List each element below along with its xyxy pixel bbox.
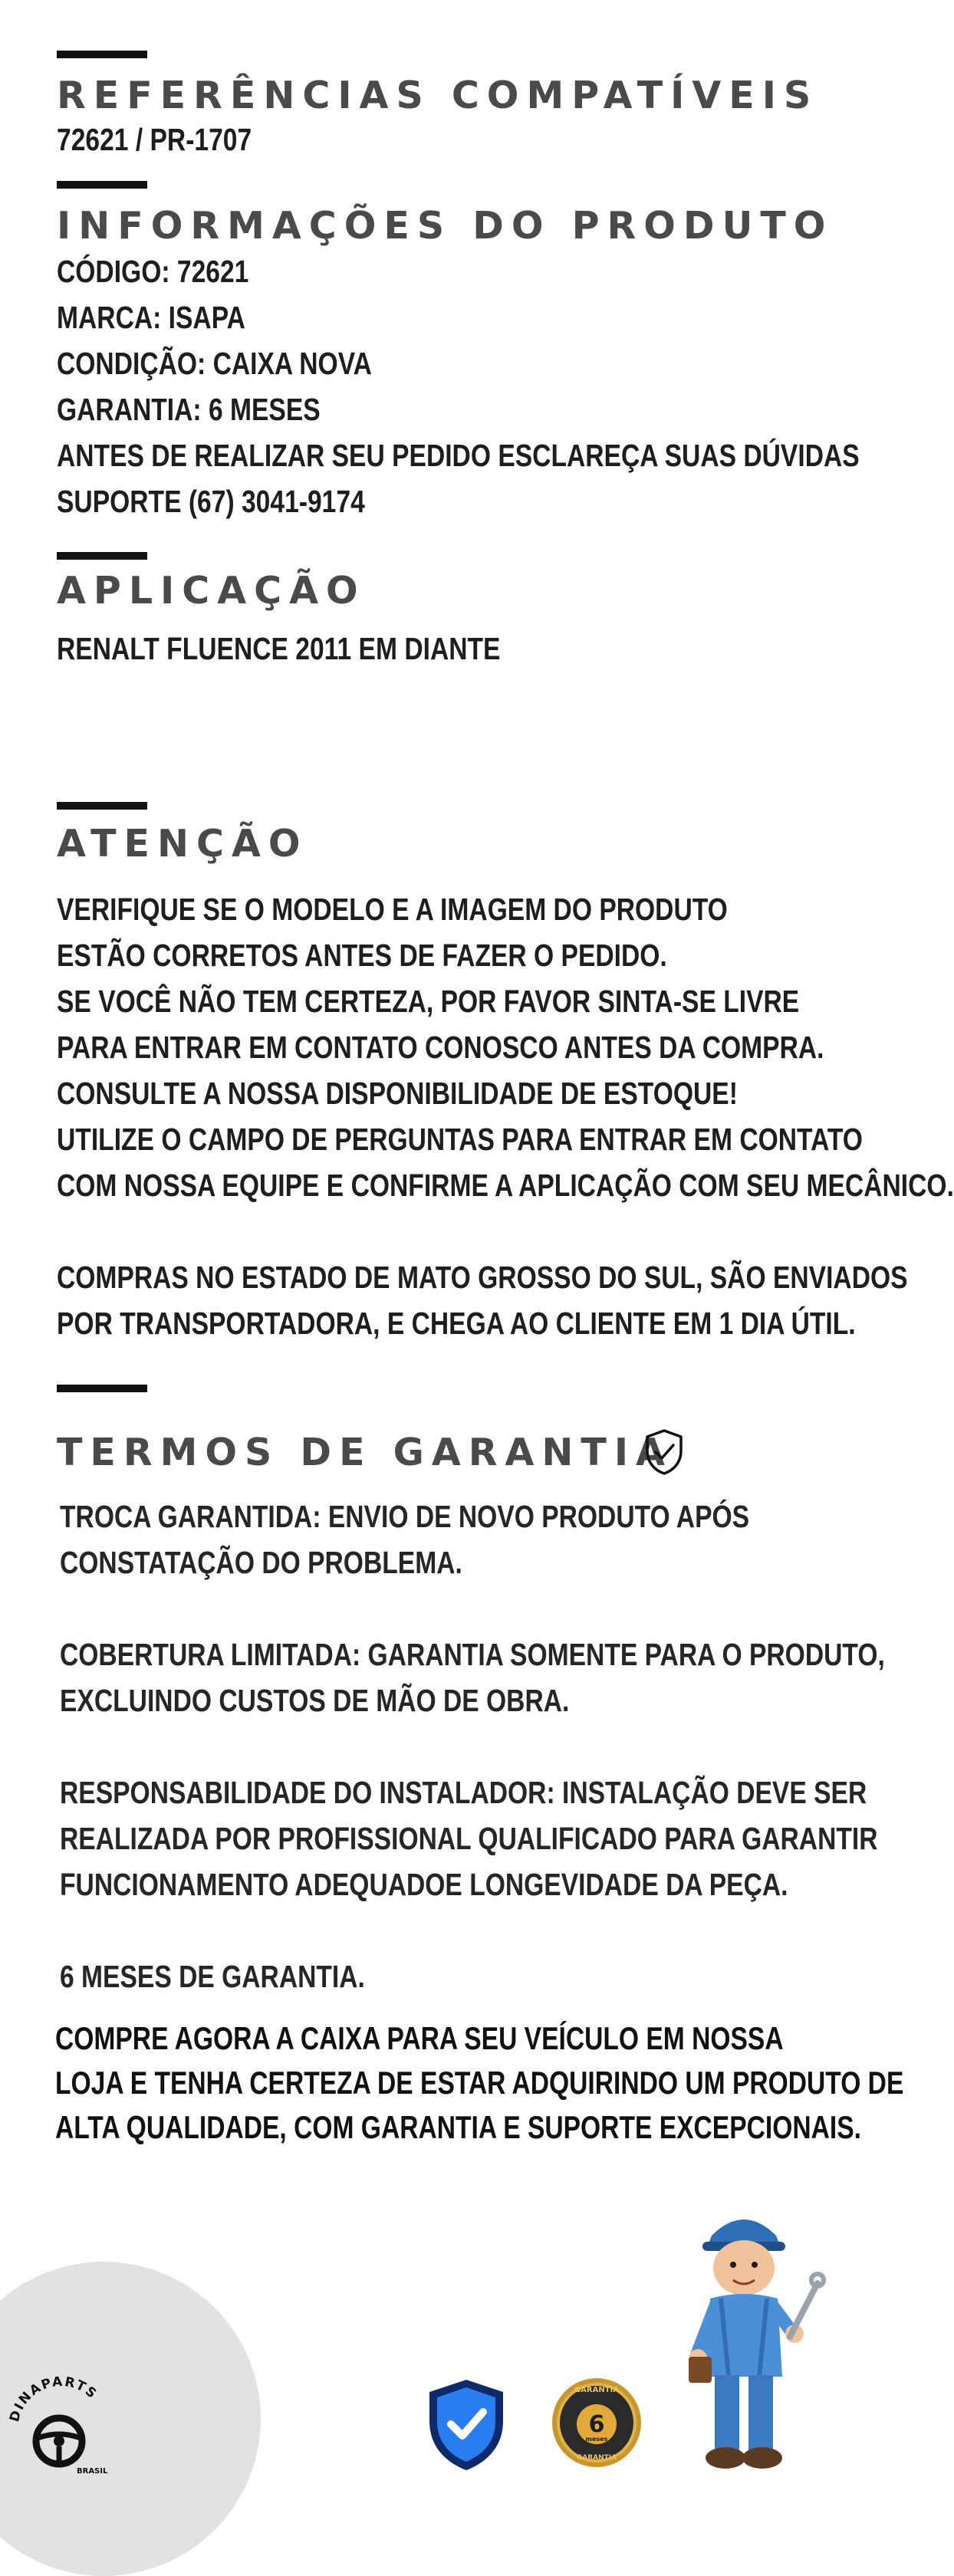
mechanic-mascot-illustration [667,2200,821,2476]
application-vehicle: RENALT FLUENCE 2011 EM DIANTE [57,631,501,666]
warranty-term-line: CONSTATAÇÃO DO PROBLEMA. [60,1545,462,1580]
product-notice: ANTES DE REALIZAR SEU PEDIDO ESCLAREÇA SUAS DÚVIDAS [57,438,860,473]
verified-shield-icon [423,2377,509,2473]
svg-text:GARANTIA: GARANTIA [576,2454,617,2462]
svg-text:meses: meses [585,2436,608,2443]
support-phone: SUPORTE (67) 3041-9174 [57,484,365,519]
shipping-line: POR TRANSPORTADORA, E CHEGA AO CLIENTE EM 1 DIA ÚTIL. [57,1306,856,1341]
attention-line: ESTÃO CORRETOS ANTES DE FAZER O PEDIDO. [57,938,667,973]
heading-aplicacao: APLICAÇÃO [57,569,366,613]
attention-line: PARA ENTRAR EM CONTATO CONOSCO ANTES DA COMPRA. [57,1030,824,1065]
attention-line: VERIFIQUE SE O MODELO E A IMAGEM DO PRODUTO [57,892,728,927]
attention-line: CONSULTE A NOSSA DISPONIBILIDADE DE ESTOQUE! [57,1076,738,1111]
reference-codes: 72621 / PR-1707 [57,122,252,157]
shipping-line: COMPRAS NO ESTADO DE MATO GROSSO DO SUL, SÃO ENVIADOS [57,1260,908,1295]
warranty-term-line: TROCA GARANTIDA: ENVIO DE NOVO PRODUTO APÓS [60,1499,750,1534]
svg-text:DINAPARTS: DINAPARTS [7,2374,100,2424]
product-code: CÓDIGO: 72621 [57,254,249,289]
section-divider [57,552,147,560]
closing-line: ALTA QUALIDADE, COM GARANTIA E SUPORTE EXCEPCIONAIS. [55,2109,861,2145]
heading-atencao: ATENÇÃO [57,822,308,866]
warranty-term-line: REALIZADA POR PROFISSIONAL QUALIFICADO PARA GARANTIR [60,1821,878,1856]
heading-garantia: TERMOS DE GARANTIA [57,1431,673,1474]
warranty-duration: 6 MESES DE GARANTIA. [60,1959,365,1994]
attention-line: COM NOSSA EQUIPE E CONFIRME A APLICAÇÃO COM SEU MECÂNICO. [57,1168,954,1203]
svg-text:6: 6 [588,2411,605,2438]
svg-text:GARANTIA: GARANTIA [574,2386,620,2394]
warranty-term-line: RESPONSABILIDADE DO INSTALADOR: INSTALAÇÃO DEVE SER [60,1775,867,1810]
warranty-term-line: COBERTURA LIMITADA: GARANTIA SOMENTE PARA O PRODUTO, [60,1637,885,1672]
heading-referencias: REFERÊNCIAS COMPATÍVEIS [57,74,819,117]
product-brand: MARCA: ISAPA [57,300,245,335]
section-divider [57,181,147,189]
section-divider [57,51,147,58]
product-warranty: GARANTIA: 6 MESES [57,392,321,427]
warranty-medal-icon [549,2375,644,2475]
attention-line: SE VOCÊ NÃO TEM CERTEZA, POR FAVOR SINTA-SE LIVRE [57,984,800,1019]
closing-line: COMPRE AGORA A CAIXA PARA SEU VEÍCULO EM NOSSA [55,2020,784,2056]
heading-informacoes: INFORMAÇÕES DO PRODUTO [57,204,834,248]
section-divider [57,1385,147,1392]
attention-line: UTILIZE O CAMPO DE PERGUNTAS PARA ENTRAR EM CONTATO [57,1122,863,1157]
section-divider [57,802,147,810]
product-condition: CONDIÇÃO: CAIXA NOVA [57,346,372,381]
warranty-term-line: EXCLUINDO CUSTOS DE MÃO DE OBRA. [60,1683,570,1718]
shield-check-icon [643,1428,686,1477]
dinaparts-logo [2,2361,117,2476]
warranty-term-line: FUNCIONAMENTO ADEQUADOE LONGEVIDADE DA PEÇA. [60,1867,788,1902]
svg-text:BRASIL: BRASIL [77,2467,108,2476]
closing-line: LOJA E TENHA CERTEZA DE ESTAR ADQUIRINDO UM PRODUTO DE [55,2065,904,2101]
